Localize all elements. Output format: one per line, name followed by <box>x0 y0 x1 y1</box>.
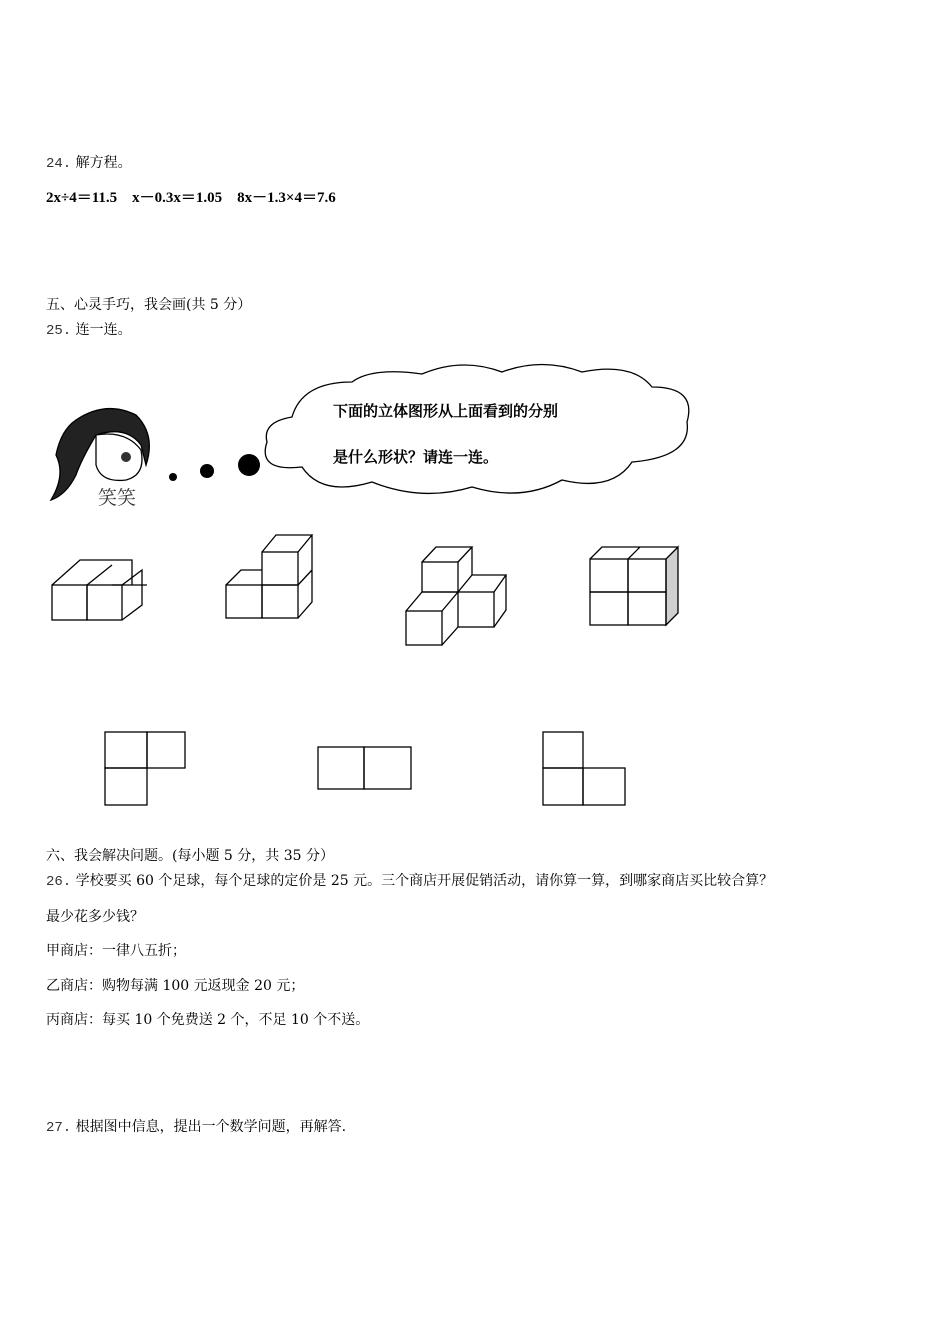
section5-heading: 五、心灵手巧，我会画(共 5 分） <box>46 297 252 313</box>
q25-heading <box>46 319 132 339</box>
shop-a: 甲商店：一律八五折； <box>46 943 186 959</box>
shop-b: 乙商店：购物每满 100 元返现金 20 元； <box>46 978 305 994</box>
equation-1: 2x÷4＝11.5 <box>46 190 118 206</box>
q27-text: 根据图中信息，提出一个数学问题，再解答. <box>75 1119 347 1135</box>
q26-number: 26. <box>46 874 72 890</box>
equation-3: 8x－1.3×4＝7.6 <box>237 190 336 206</box>
thought-bubble <box>262 362 694 502</box>
top-view-shape-1 <box>105 732 187 807</box>
section6-heading: 六、我会解决问题。(每小题 5 分，共 35 分） <box>46 848 334 864</box>
q27-number: 27. <box>46 1120 72 1136</box>
equation-2: x－0.3x＝1.05 <box>132 190 223 206</box>
bubble-text-line-2: 是什么形状？请连一连。 <box>333 448 499 466</box>
q26-line-2: 最少花多少钱？ <box>46 909 144 925</box>
solid-figure-4 <box>590 545 682 630</box>
top-view-shape-2 <box>318 747 413 791</box>
bubble-text-line-1: 下面的立体图形从上面看到的分别 <box>333 402 559 420</box>
q27 <box>46 1116 346 1136</box>
q26-line-1 <box>46 870 773 890</box>
q25-number: 25. <box>46 323 72 339</box>
solid-figure-3 <box>406 545 511 650</box>
solid-figure-1 <box>52 555 147 625</box>
top-view-shape-3 <box>543 732 627 807</box>
q26-text: 学校要买 60 个足球，每个足球的定价是 25 元。三个商店开展促销活动，请你算一算，到哪家商店买比较合算？ <box>75 873 774 889</box>
thought-dots <box>165 450 265 490</box>
q24-equations <box>46 186 336 207</box>
q24-title: 解方程。 <box>75 155 132 171</box>
q24-heading <box>46 152 132 172</box>
q24-number: 24. <box>46 156 72 172</box>
solid-figure-2 <box>226 532 316 622</box>
character-name: 笑笑 <box>98 487 137 509</box>
shop-c: 丙商店：每买 10 个免费送 2 个，不足 10 个不送。 <box>46 1012 370 1028</box>
q25-title: 连一连。 <box>75 322 132 338</box>
